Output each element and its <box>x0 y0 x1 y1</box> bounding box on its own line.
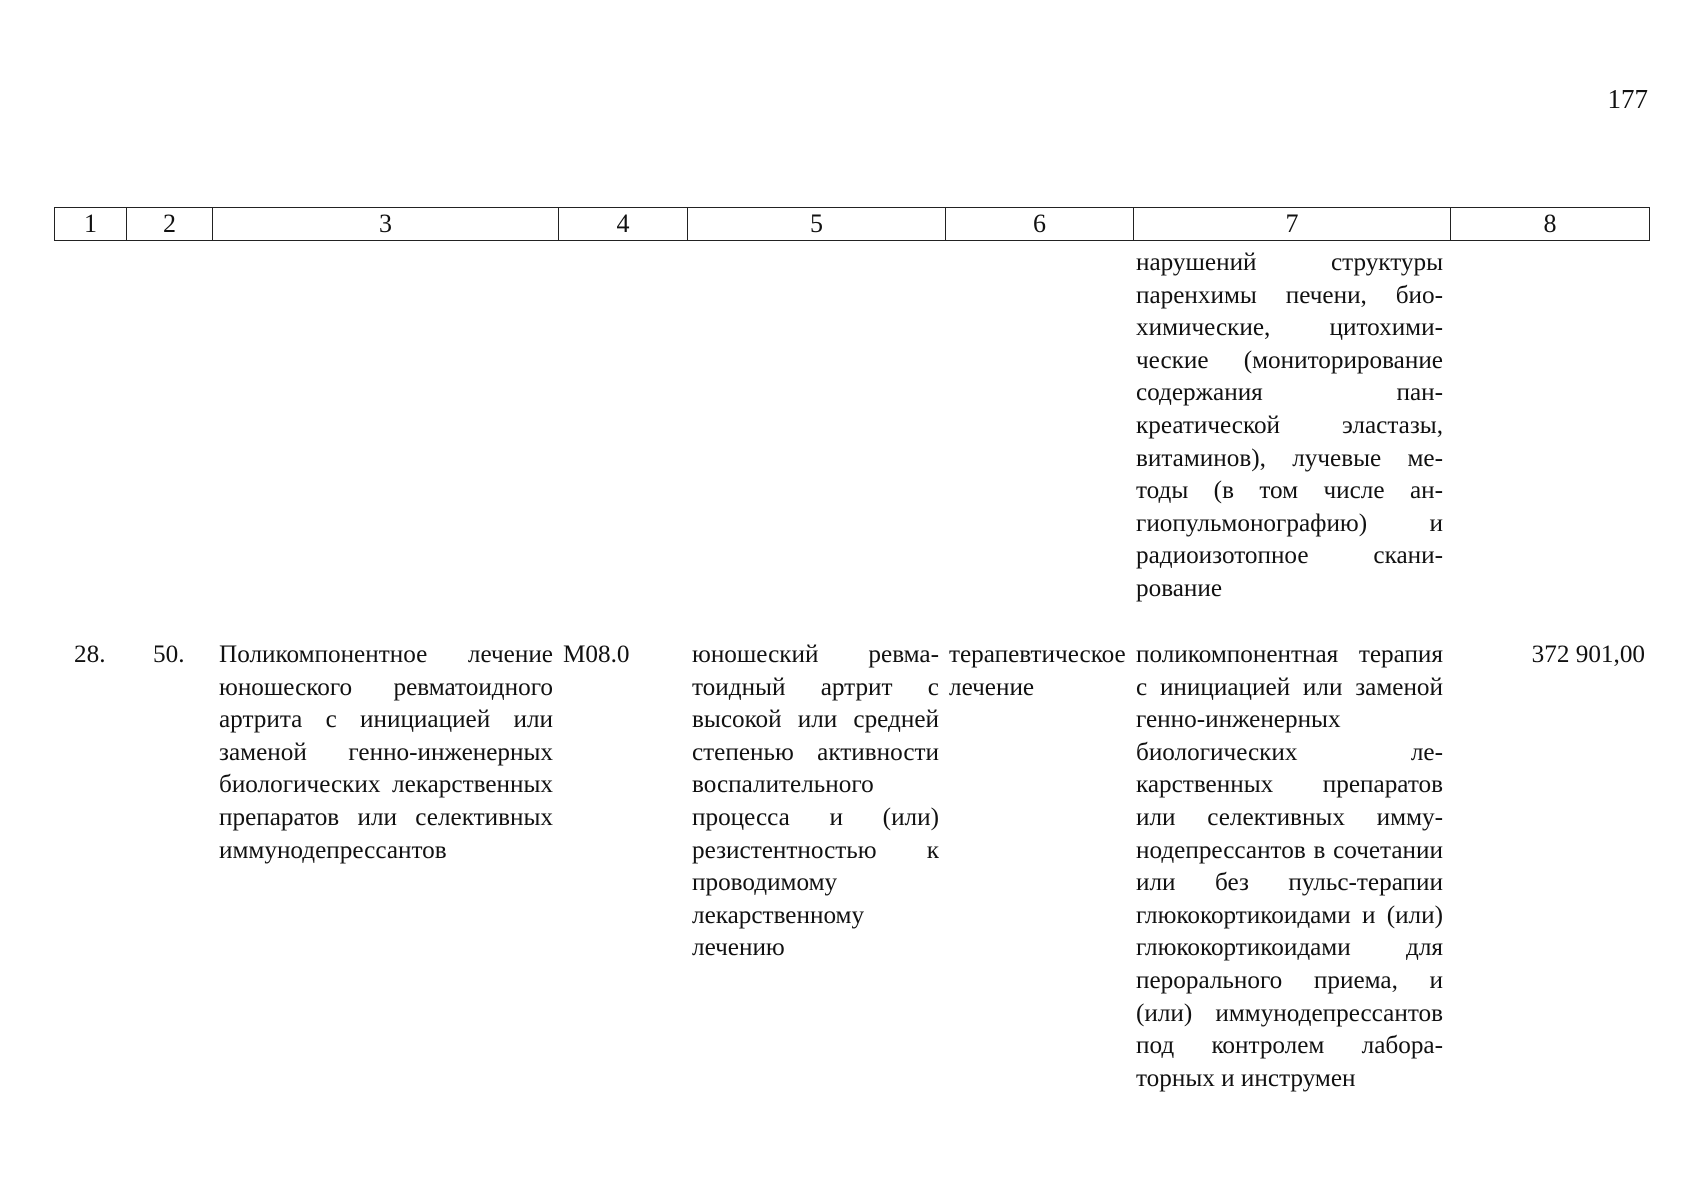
icd-code: M08.0 <box>563 641 630 668</box>
header-cell-8: 8 <box>1451 208 1650 241</box>
treatment-name: Поликомпонентное лечение юношеского ревматоидного артрита с инициацией или заменой генно-инженерных биологических лекарственных препаратов или селективных иммунодепрессантов <box>219 641 553 864</box>
treatment-type: терапевтическое лечение <box>949 641 1126 701</box>
page-number: 177 <box>1607 84 1648 114</box>
header-cell-6: 6 <box>946 208 1134 241</box>
header-cell-4: 4 <box>559 208 688 241</box>
continued-method-text: нарушений структуры паренхимы печени, биохимические, цитохимические (мониторирование содержания панкреатической эластазы, витаминов), лучевые методы (в том числе ангиопульмонографию) и радиоизотопное сканирование <box>1136 249 1443 602</box>
header-cell-5: 5 <box>688 208 946 241</box>
patient-model: юношеский ревматоидный артрит с высокой или средней степенью активности воспалительного процесса и (или) резистентностью к проводимому лекарственному лечению <box>692 641 939 962</box>
header-cell-2: 2 <box>127 208 213 241</box>
row-item-number: 50. <box>153 641 185 668</box>
header-cell-7: 7 <box>1134 208 1451 241</box>
column-number-header <box>54 207 1650 241</box>
row-group-number: 28. <box>74 641 106 668</box>
header-cell-3: 3 <box>213 208 559 241</box>
treatment-method: поликомпонентная терапия с инициацией или заменой генно-инженерных биологических лекарственных препаратов или селективных иммунодепрессантов в сочетании или без пульс-терапии глюкокортикоидами и (или) глюкокортикоидами для перорального приема, и (или) иммунодепрессантов под контролем лабораторных и инструмен <box>1136 641 1443 1092</box>
cost-value: 372 901,00 <box>1531 641 1645 668</box>
header-cell-1: 1 <box>55 208 127 241</box>
header-row <box>55 208 1650 241</box>
